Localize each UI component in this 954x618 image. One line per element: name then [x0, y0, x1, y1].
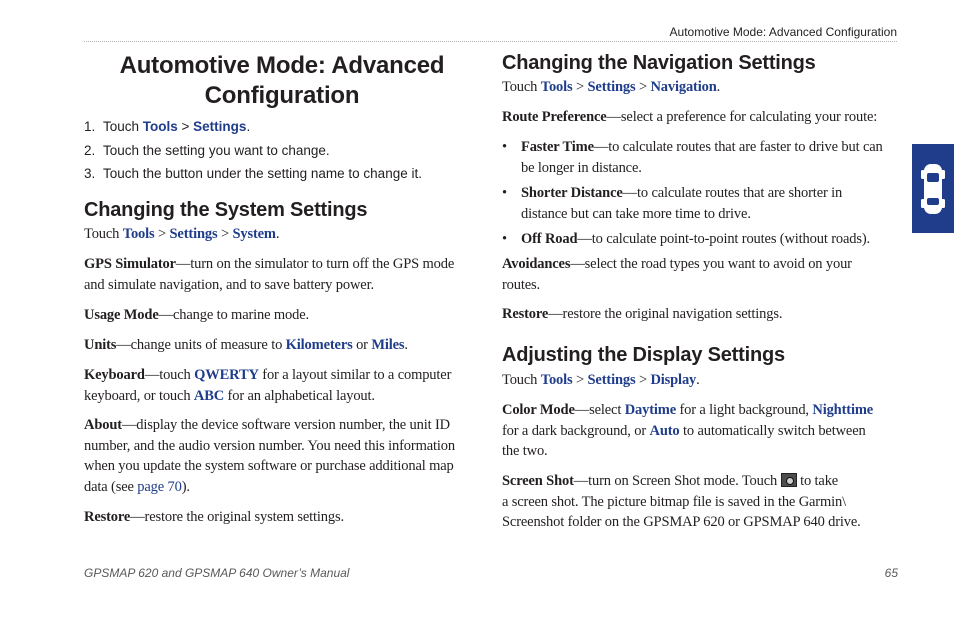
description: keyboard, or touch — [84, 387, 194, 404]
punctuation: . — [275, 226, 280, 242]
page-number: 65 — [884, 566, 898, 580]
kilometers-option[interactable]: Kilometers — [285, 337, 353, 353]
step-number: 3. — [84, 166, 96, 181]
step-text: Touch — [103, 119, 143, 134]
description: —to calculate routes that are shorter in — [622, 185, 843, 201]
path-text: Touch — [502, 372, 541, 388]
description: when you update the system software or purchase additional map — [84, 458, 454, 474]
tools-link[interactable]: Tools — [540, 372, 573, 388]
tools-link[interactable]: Tools — [142, 119, 178, 134]
screen-shot-term: Screen Shot — [502, 473, 574, 489]
system-restore-entry — [84, 507, 344, 528]
route-preference-term: Route Preference — [502, 109, 607, 125]
keyboard-entry — [84, 365, 451, 406]
color-mode-term: Color Mode — [502, 402, 575, 418]
shorter-distance-bullet: • Shorter Distance—to calculate routes that are shorter in distance but can take more time to drive. — [502, 185, 843, 222]
navigation-link[interactable]: Navigation — [650, 79, 717, 95]
navigation-restore-entry — [502, 304, 782, 325]
usage-mode-entry — [84, 305, 309, 326]
description: the two. — [502, 443, 548, 459]
description: to automatically switch between — [679, 422, 866, 439]
footer-manual-title: GPSMAP 620 and GPSMAP 640 Owner’s Manual — [84, 566, 350, 580]
separator: > — [572, 372, 588, 388]
display-path — [502, 370, 700, 391]
step-number: 1. — [84, 119, 96, 134]
display-link[interactable]: Display — [650, 372, 697, 388]
automotive-section-tab — [912, 144, 954, 233]
off-road-bullet: • Off Road—to calculate point-to-point routes (without roads). — [502, 231, 871, 247]
description: a screen shot. The picture bitmap file is saved in the Garmin\ — [502, 493, 846, 510]
display-settings-heading: Adjusting the Display Settings — [502, 344, 785, 366]
restore-term: Restore — [502, 306, 549, 322]
description: —change to marine mode. — [158, 307, 309, 323]
description: to take — [796, 473, 839, 489]
description: —touch — [144, 367, 195, 383]
navigation-path — [502, 77, 720, 98]
description: or — [352, 337, 372, 353]
restore-term: Restore — [84, 509, 131, 525]
tools-link[interactable]: Tools — [122, 226, 155, 242]
running-head: Automotive Mode: Advanced Configuration — [669, 25, 897, 39]
description: for a dark background, or — [502, 422, 650, 439]
page-title — [84, 51, 480, 111]
color-mode-entry — [502, 400, 873, 462]
separator: > — [177, 119, 194, 134]
description: —display the device software version number, the unit ID — [121, 417, 450, 433]
page-title-line2: Configuration — [204, 82, 360, 109]
page-70-link[interactable]: page 70 — [137, 478, 182, 495]
description: number, and the audio version number. You need this information — [84, 437, 455, 454]
step-number: 2. — [84, 142, 96, 158]
usage-mode-term: Usage Mode — [84, 307, 159, 323]
description: —to calculate routes that are faster to drive but can — [593, 139, 883, 155]
system-link[interactable]: System — [232, 226, 276, 242]
punctuation: . — [246, 119, 251, 134]
separator: > — [217, 226, 233, 242]
screen-shot-entry — [502, 471, 861, 533]
system-settings-heading: Changing the System Settings — [84, 199, 368, 221]
settings-link[interactable]: Settings — [587, 372, 636, 388]
separator: > — [635, 372, 651, 388]
off-road-term: Off Road — [521, 231, 578, 247]
description: be longer in distance. — [521, 159, 642, 176]
punctuation: . — [404, 337, 408, 353]
tools-link[interactable]: Tools — [540, 79, 573, 95]
punctuation: . — [696, 372, 700, 388]
separator: > — [572, 79, 588, 95]
miles-option[interactable]: Miles — [371, 337, 405, 353]
description: —restore the original navigation settings. — [548, 306, 783, 322]
auto-option[interactable]: Auto — [649, 422, 680, 439]
keyboard-term: Keyboard — [84, 367, 145, 383]
punctuation: . — [716, 79, 721, 95]
description: —select a preference for calculating your route: — [606, 109, 878, 125]
page-title-line1: Automotive Mode: Advanced — [119, 52, 445, 79]
units-entry — [84, 335, 408, 356]
about-term: About — [84, 417, 122, 433]
faster-time-term: Faster Time — [521, 139, 594, 155]
description: —select the road types you want to avoid on your — [570, 256, 852, 272]
path-text: Touch — [502, 79, 541, 95]
description: and simulate navigation, and to save battery power. — [84, 276, 374, 293]
navigation-settings-heading: Changing the Navigation Settings — [502, 52, 816, 74]
settings-link[interactable]: Settings — [193, 119, 247, 134]
gps-simulator-entry — [84, 254, 454, 295]
separator: > — [635, 79, 651, 95]
gps-simulator-term: GPS Simulator — [84, 256, 176, 272]
avoidances-entry — [502, 254, 852, 295]
abc-option[interactable]: ABC — [193, 387, 225, 404]
about-entry — [84, 415, 455, 497]
shorter-distance-term: Shorter Distance — [521, 185, 623, 201]
settings-link[interactable]: Settings — [587, 79, 636, 95]
system-path — [84, 224, 279, 245]
description: distance but can take more time to drive. — [521, 205, 751, 222]
path-text: Touch — [84, 226, 123, 242]
step-2 — [84, 141, 422, 165]
description: for a layout similar to a computer — [258, 367, 452, 383]
description: data (see — [84, 478, 138, 495]
step-3 — [84, 164, 422, 188]
description: —to calculate point-to-point routes (without roads). — [577, 231, 871, 247]
qwerty-option[interactable]: QWERTY — [194, 367, 259, 383]
separator: > — [154, 226, 170, 242]
camera-icon[interactable] — [781, 473, 797, 487]
description: for a light background, — [675, 402, 813, 418]
description: —turn on the simulator to turn off the GPS mode — [175, 256, 455, 272]
description: —turn on Screen Shot mode. Touch — [573, 473, 781, 489]
car-icon — [918, 158, 948, 220]
daytime-option[interactable]: Daytime — [624, 402, 676, 418]
step-text: Touch the button under the setting name to change it. — [103, 166, 422, 181]
description: Screenshot folder on the GPSMAP 620 or GPSMAP 640 drive. — [502, 514, 861, 530]
description: —change units of measure to — [116, 337, 286, 353]
units-term: Units — [84, 337, 117, 353]
header-divider — [84, 41, 897, 42]
description: —restore the original system settings. — [130, 509, 344, 525]
description: routes. — [502, 276, 541, 293]
settings-link[interactable]: Settings — [169, 226, 218, 242]
step-text: Touch the setting you want to change. — [103, 142, 330, 158]
step-1 — [84, 117, 422, 141]
description: for an alphabetical layout. — [224, 387, 375, 404]
description: ). — [181, 478, 190, 495]
nighttime-option[interactable]: Nighttime — [812, 402, 874, 418]
route-preference-entry — [502, 107, 877, 128]
description: —select — [574, 402, 625, 418]
faster-time-bullet: • Faster Time—to calculate routes that are faster to drive but can be longer in distance. — [502, 139, 883, 176]
avoidances-term: Avoidances — [502, 256, 571, 272]
steps-list — [84, 117, 422, 188]
